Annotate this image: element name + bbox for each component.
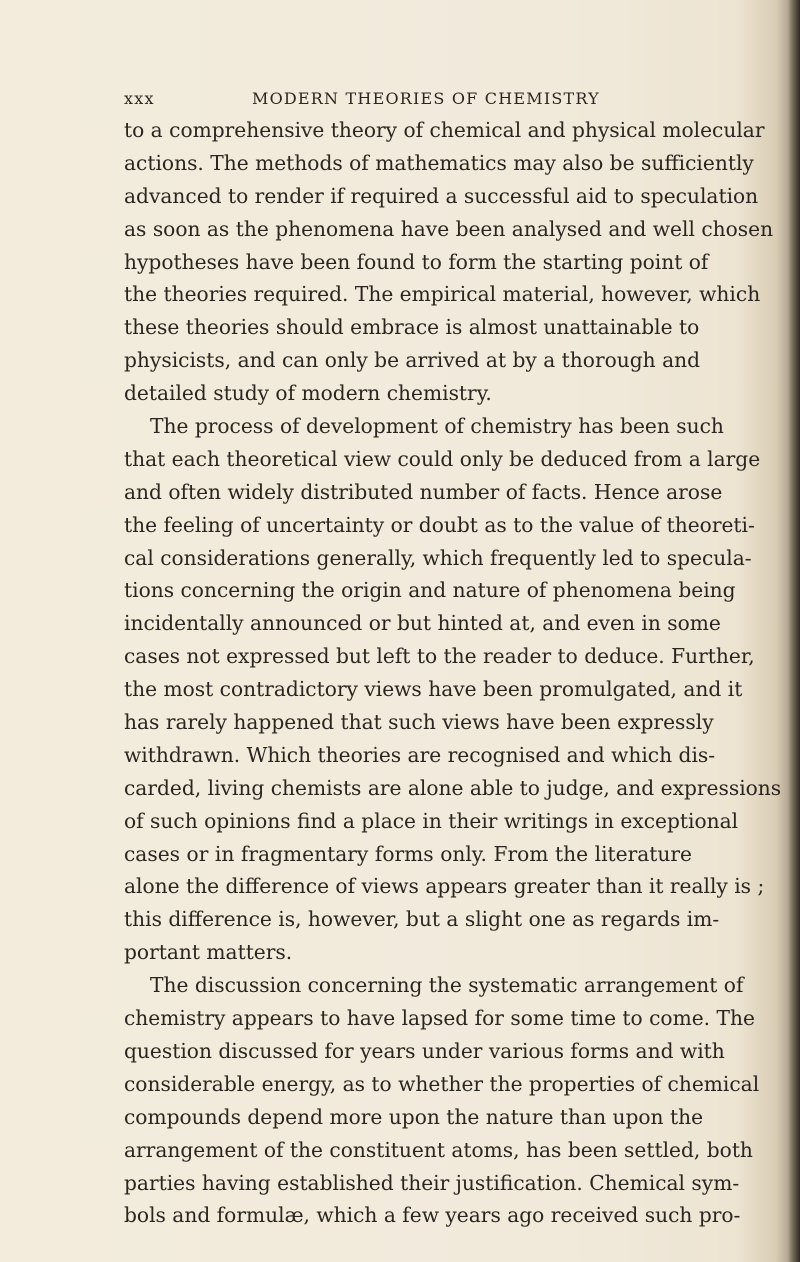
text-line: The process of development of chemistry has been such [150, 414, 724, 439]
running-head [124, 89, 684, 113]
text-line: The discussion concerning the systematic arrangement of [150, 973, 744, 998]
text-line: withdrawn. Which theories are recognised and which dis- [124, 742, 716, 767]
running-title: MODERN THEORIES OF CHEMISTRY [252, 89, 600, 108]
text-line: hypotheses have been found to form the starting point of [124, 249, 709, 274]
text-line: the most contradictory views have been promulgated, and it [124, 677, 743, 702]
text-line: alone the difference of views appears greater than it really is ; [124, 874, 765, 899]
text-line: cases not expressed but left to the reader to deduce. Further, [124, 644, 755, 669]
text-line: these theories should embrace is almost unattainable to [124, 315, 700, 340]
text-line: of such opinions find a place in their writings in exceptional [124, 808, 739, 833]
text-line: parties having established their justification. Chemical sym- [124, 1170, 740, 1195]
text-line: the feeling of uncertainty or doubt as to the value of theoreti- [124, 512, 755, 537]
text-line: bols and formulæ, which a few years ago received such pro- [124, 1203, 741, 1228]
text-line: question discussed for years under various forms and with [124, 1038, 725, 1063]
page-number: xxx [124, 89, 155, 108]
text-line: tions concerning the origin and nature of phenomena being [124, 578, 736, 603]
page-edge-shadow [788, 0, 800, 1262]
text-line: compounds depend more upon the nature than upon the [124, 1104, 704, 1129]
text-line: has rarely happened that such views have been expressly [124, 710, 714, 735]
text-line: considerable energy, as to whether the properties of chemical [124, 1071, 760, 1096]
text-line: incidentally announced or but hinted at, and even in some [124, 611, 721, 636]
text-line: chemistry appears to have lapsed for some time to come. The [124, 1006, 755, 1031]
text-line: this difference is, however, but a slight one as regards im- [124, 907, 720, 932]
text-line: and often widely distributed number of facts. Hence arose [124, 479, 723, 504]
text-line: as soon as the phenomena have been analysed and well chosen [124, 216, 774, 241]
text-line: to a comprehensive theory of chemical and physical molecular [124, 118, 765, 142]
text-line: that each theoretical view could only be deduced from a large [124, 446, 761, 471]
text-line: cal considerations generally, which frequently led to specula- [124, 545, 752, 570]
text-line: cases or in fragmentary forms only. From the literature [124, 841, 692, 866]
text-line: carded, living chemists are alone able to judge, and expressions [124, 775, 782, 800]
text-line: detailed study of modern chemistry. [124, 381, 492, 406]
text-line: advanced to render if required a successful aid to speculation [124, 183, 759, 208]
text-line: physicists, and can only be arrived at by a thorough and [124, 348, 701, 373]
text-line: portant matters. [124, 940, 293, 965]
text-line: the theories required. The empirical material, however, which [124, 282, 761, 307]
text-line: actions. The methods of mathematics may also be sufficiently [124, 150, 754, 175]
text-line: arrangement of the constituent atoms, has been settled, both [124, 1137, 753, 1162]
body-text [124, 114, 782, 1232]
